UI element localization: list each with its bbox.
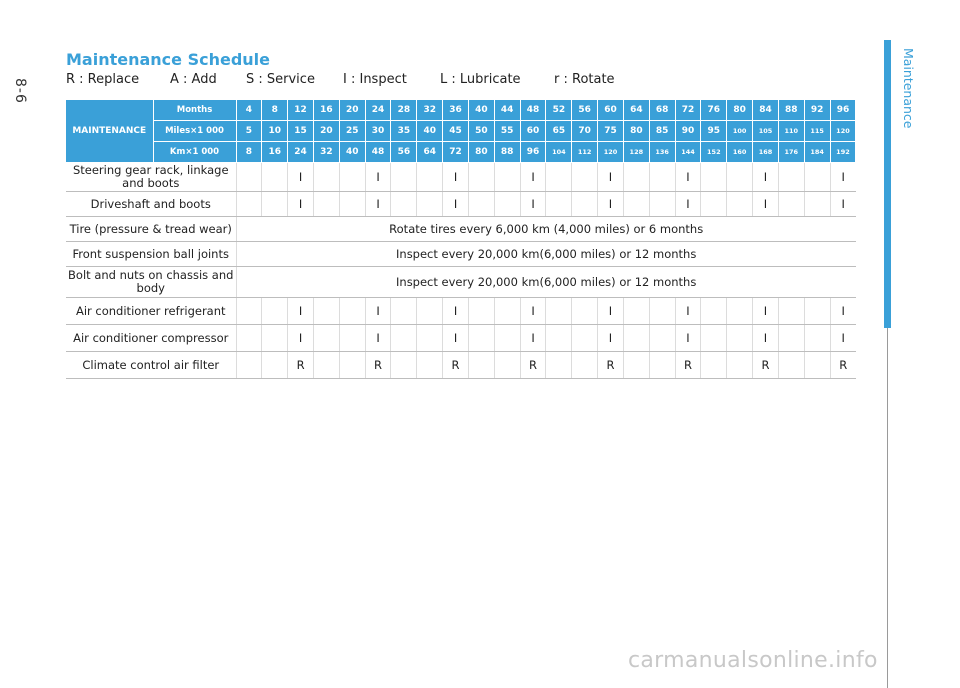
schedule-cell: I — [830, 298, 856, 325]
interval-value: 36 — [443, 100, 469, 121]
interval-value: 68 — [649, 100, 675, 121]
schedule-cell: I — [288, 325, 314, 352]
schedule-cell: I — [520, 298, 546, 325]
interval-value: 64 — [623, 100, 649, 121]
interval-value: 144 — [675, 142, 701, 163]
schedule-cell: I — [520, 325, 546, 352]
schedule-cell: I — [288, 298, 314, 325]
schedule-cell — [313, 163, 339, 192]
maintenance-schedule-table — [66, 100, 856, 379]
interval-value: 12 — [288, 100, 314, 121]
schedule-cell — [494, 352, 520, 379]
schedule-cell — [236, 163, 262, 192]
interval-value: 56 — [391, 142, 417, 163]
schedule-cell — [623, 192, 649, 217]
schedule-cell — [649, 352, 675, 379]
schedule-cell: R — [830, 352, 856, 379]
schedule-cell: I — [598, 163, 624, 192]
schedule-cell — [468, 352, 494, 379]
schedule-cell: I — [288, 192, 314, 217]
schedule-cell — [572, 325, 598, 352]
interval-value: 96 — [520, 142, 546, 163]
interval-value: 15 — [288, 121, 314, 142]
interval-value: 88 — [778, 100, 804, 121]
header-row — [66, 121, 856, 142]
schedule-cell — [391, 352, 417, 379]
interval-value: 176 — [778, 142, 804, 163]
schedule-cell — [391, 163, 417, 192]
interval-value: 152 — [701, 142, 727, 163]
interval-value: 110 — [778, 121, 804, 142]
interval-value: 90 — [675, 121, 701, 142]
schedule-cell — [339, 325, 365, 352]
schedule-cell: I — [598, 192, 624, 217]
schedule-row — [66, 217, 856, 242]
schedule-cell — [546, 352, 572, 379]
schedule-cell: I — [443, 192, 469, 217]
schedule-cell — [236, 325, 262, 352]
schedule-cell — [236, 192, 262, 217]
schedule-cell — [778, 298, 804, 325]
schedule-row — [66, 267, 856, 298]
schedule-cell — [649, 298, 675, 325]
schedule-cell: R — [443, 352, 469, 379]
legend-service: S : Service — [246, 72, 315, 87]
legend-rotate: r : Rotate — [554, 72, 615, 87]
schedule-cell — [778, 163, 804, 192]
schedule-cell — [468, 192, 494, 217]
interval-value: 104 — [546, 142, 572, 163]
schedule-cell — [701, 163, 727, 192]
interval-value: 168 — [753, 142, 779, 163]
interval-value: 136 — [649, 142, 675, 163]
schedule-row — [66, 242, 856, 267]
schedule-cell — [468, 325, 494, 352]
schedule-cell: I — [675, 325, 701, 352]
interval-value: 115 — [804, 121, 830, 142]
interval-value: 40 — [339, 142, 365, 163]
section-label: Maintenance — [901, 48, 916, 129]
schedule-cell: I — [520, 163, 546, 192]
interval-note: Inspect every 20,000 km(6,000 miles) or 12 months — [236, 242, 856, 267]
section-divider-line — [887, 328, 888, 688]
schedule-cell — [546, 298, 572, 325]
schedule-cell: I — [288, 163, 314, 192]
interval-value: 32 — [417, 100, 443, 121]
schedule-cell: I — [830, 163, 856, 192]
schedule-cell — [804, 325, 830, 352]
schedule-cell — [417, 163, 443, 192]
schedule-cell — [468, 163, 494, 192]
interval-value: 40 — [468, 100, 494, 121]
schedule-cell: R — [753, 352, 779, 379]
interval-value: 88 — [494, 142, 520, 163]
schedule-cell — [727, 325, 753, 352]
schedule-row — [66, 352, 856, 379]
schedule-cell: I — [753, 325, 779, 352]
interval-value: 72 — [675, 100, 701, 121]
maintenance-item-name: Front suspension ball joints — [66, 242, 236, 267]
interval-note: Inspect every 20,000 km(6,000 miles) or 12 months — [236, 267, 856, 298]
schedule-cell — [572, 163, 598, 192]
schedule-cell — [804, 163, 830, 192]
interval-value: 10 — [262, 121, 288, 142]
interval-value: 84 — [753, 100, 779, 121]
interval-value: 32 — [313, 142, 339, 163]
interval-value: 64 — [417, 142, 443, 163]
interval-value: 184 — [804, 142, 830, 163]
schedule-cell: R — [288, 352, 314, 379]
maintenance-item-name: Air conditioner compressor — [66, 325, 236, 352]
schedule-cell — [804, 192, 830, 217]
legend-add: A : Add — [170, 72, 217, 87]
interval-value: 55 — [494, 121, 520, 142]
schedule-cell: I — [365, 325, 391, 352]
schedule-cell — [649, 163, 675, 192]
interval-label: Miles×1 000 — [153, 121, 236, 142]
interval-value: 28 — [391, 100, 417, 121]
interval-value: 80 — [727, 100, 753, 121]
schedule-cell — [804, 298, 830, 325]
schedule-cell — [494, 298, 520, 325]
schedule-cell — [623, 352, 649, 379]
schedule-cell — [727, 192, 753, 217]
interval-value: 85 — [649, 121, 675, 142]
schedule-cell — [649, 325, 675, 352]
interval-value: 4 — [236, 100, 262, 121]
schedule-cell — [391, 325, 417, 352]
schedule-cell: R — [598, 352, 624, 379]
schedule-cell — [313, 352, 339, 379]
schedule-row — [66, 298, 856, 325]
interval-value: 65 — [546, 121, 572, 142]
schedule-row — [66, 192, 856, 217]
legend-replace: R : Replace — [66, 72, 140, 87]
schedule-cell: R — [675, 352, 701, 379]
header-row — [66, 100, 856, 121]
schedule-cell — [701, 192, 727, 217]
schedule-cell — [236, 352, 262, 379]
interval-value: 60 — [598, 100, 624, 121]
interval-value: 35 — [391, 121, 417, 142]
schedule-cell — [391, 192, 417, 217]
maintenance-item-name: Steering gear rack, linkage and boots — [66, 163, 236, 192]
schedule-cell: I — [598, 325, 624, 352]
schedule-cell: I — [365, 192, 391, 217]
interval-note: Rotate tires every 6,000 km (4,000 miles) or 6 months — [236, 217, 856, 242]
interval-value: 96 — [830, 100, 856, 121]
interval-value: 120 — [598, 142, 624, 163]
schedule-cell: I — [675, 298, 701, 325]
interval-value: 75 — [598, 121, 624, 142]
interval-value: 20 — [339, 100, 365, 121]
schedule-cell — [701, 298, 727, 325]
schedule-cell: I — [598, 298, 624, 325]
interval-value: 16 — [262, 142, 288, 163]
interval-value: 76 — [701, 100, 727, 121]
schedule-row — [66, 163, 856, 192]
section-tab-marker — [884, 40, 891, 328]
schedule-cell: I — [753, 163, 779, 192]
interval-value: 92 — [804, 100, 830, 121]
interval-value: 30 — [365, 121, 391, 142]
interval-value: 60 — [520, 121, 546, 142]
schedule-cell — [778, 192, 804, 217]
interval-value: 192 — [830, 142, 856, 163]
maintenance-item-name: Air conditioner refrigerant — [66, 298, 236, 325]
legend-inspect: I : Inspect — [343, 72, 407, 87]
schedule-cell: I — [753, 298, 779, 325]
interval-value: 80 — [468, 142, 494, 163]
interval-value: 100 — [727, 121, 753, 142]
schedule-cell: I — [443, 298, 469, 325]
interval-value: 8 — [262, 100, 288, 121]
schedule-cell: I — [830, 325, 856, 352]
schedule-cell — [727, 298, 753, 325]
schedule-cell — [546, 163, 572, 192]
interval-value: 120 — [830, 121, 856, 142]
schedule-cell — [339, 298, 365, 325]
schedule-cell — [417, 192, 443, 217]
interval-label: Months — [153, 100, 236, 121]
schedule-cell — [546, 192, 572, 217]
interval-value: 112 — [572, 142, 598, 163]
schedule-cell — [313, 192, 339, 217]
interval-value: 24 — [288, 142, 314, 163]
schedule-cell — [313, 298, 339, 325]
maintenance-header: MAINTENANCE — [66, 100, 153, 163]
schedule-cell — [417, 325, 443, 352]
schedule-cell: I — [365, 163, 391, 192]
interval-value: 8 — [236, 142, 262, 163]
interval-value: 16 — [313, 100, 339, 121]
maintenance-item-name: Driveshaft and boots — [66, 192, 236, 217]
schedule-cell — [572, 192, 598, 217]
interval-value: 160 — [727, 142, 753, 163]
interval-value: 45 — [443, 121, 469, 142]
schedule-cell: I — [443, 325, 469, 352]
schedule-cell — [649, 192, 675, 217]
interval-value: 56 — [572, 100, 598, 121]
schedule-cell — [623, 325, 649, 352]
interval-value: 95 — [701, 121, 727, 142]
schedule-cell — [623, 163, 649, 192]
schedule-cell: R — [365, 352, 391, 379]
schedule-cell: I — [675, 163, 701, 192]
schedule-cell — [262, 163, 288, 192]
schedule-cell — [339, 192, 365, 217]
schedule-cell — [468, 298, 494, 325]
schedule-cell — [313, 325, 339, 352]
interval-label: Km×1 000 — [153, 142, 236, 163]
schedule-row — [66, 325, 856, 352]
schedule-cell: R — [520, 352, 546, 379]
schedule-cell — [778, 325, 804, 352]
interval-value: 52 — [546, 100, 572, 121]
interval-value: 72 — [443, 142, 469, 163]
schedule-cell: I — [443, 163, 469, 192]
schedule-cell — [262, 298, 288, 325]
schedule-cell — [572, 352, 598, 379]
schedule-cell — [236, 298, 262, 325]
interval-value: 128 — [623, 142, 649, 163]
header-row — [66, 142, 856, 163]
schedule-cell: I — [520, 192, 546, 217]
schedule-cell — [727, 163, 753, 192]
interval-value: 40 — [417, 121, 443, 142]
schedule-cell — [727, 352, 753, 379]
schedule-cell — [339, 352, 365, 379]
schedule-cell: I — [675, 192, 701, 217]
interval-value: 44 — [494, 100, 520, 121]
schedule-cell — [572, 298, 598, 325]
schedule-cell — [339, 163, 365, 192]
maintenance-item-name: Tire (pressure & tread wear) — [66, 217, 236, 242]
maintenance-item-name: Climate control air filter — [66, 352, 236, 379]
schedule-cell — [494, 325, 520, 352]
schedule-cell — [262, 192, 288, 217]
schedule-cell — [494, 192, 520, 217]
schedule-cell: I — [830, 192, 856, 217]
schedule-cell — [546, 325, 572, 352]
interval-value: 80 — [623, 121, 649, 142]
schedule-cell: I — [753, 192, 779, 217]
interval-value: 48 — [365, 142, 391, 163]
schedule-cell — [778, 352, 804, 379]
schedule-cell — [262, 325, 288, 352]
legend-lubricate: L : Lubricate — [440, 72, 521, 87]
interval-value: 25 — [339, 121, 365, 142]
maintenance-item-name: Bolt and nuts on chassis and body — [66, 267, 236, 298]
schedule-cell: I — [365, 298, 391, 325]
interval-value: 70 — [572, 121, 598, 142]
interval-value: 50 — [468, 121, 494, 142]
interval-value: 5 — [236, 121, 262, 142]
schedule-cell — [262, 352, 288, 379]
interval-value: 48 — [520, 100, 546, 121]
schedule-cell — [417, 298, 443, 325]
schedule-cell — [804, 352, 830, 379]
page-title: Maintenance Schedule — [66, 50, 271, 69]
interval-value: 24 — [365, 100, 391, 121]
schedule-cell — [623, 298, 649, 325]
watermark: carmanualsonline.info — [628, 648, 878, 673]
interval-value: 20 — [313, 121, 339, 142]
schedule-cell — [494, 163, 520, 192]
schedule-cell — [701, 352, 727, 379]
page-number: 8-6 — [12, 78, 28, 104]
schedule-cell — [417, 352, 443, 379]
schedule-cell — [391, 298, 417, 325]
interval-value: 105 — [753, 121, 779, 142]
schedule-cell — [701, 325, 727, 352]
